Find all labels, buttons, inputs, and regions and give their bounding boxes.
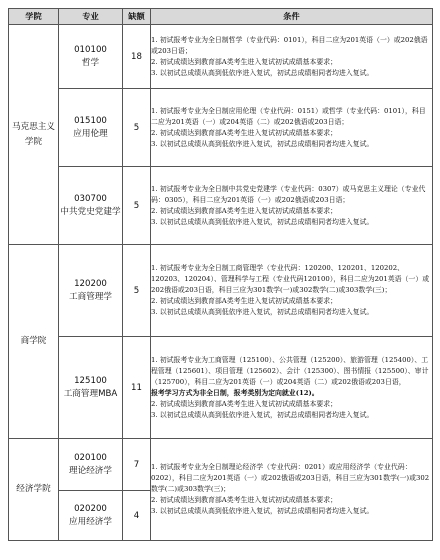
major-code: 125100 (74, 375, 107, 386)
quota-cell: 5 (123, 167, 151, 245)
major-name: 工商管理学 (69, 291, 112, 302)
admission-table (8, 8, 433, 541)
major-code: 020100 (74, 452, 107, 463)
major-code: 120200 (74, 278, 107, 289)
college-name: 经济学院 (16, 484, 51, 494)
study-mode-note: 报考学习方式为非全日制，报考类别为定向就业(12)。 (151, 388, 319, 397)
major-name: 中共党史党建学 (60, 206, 121, 217)
condition-line: 2. 初试成绩达到教育部A类考生进入复试初试成绩基本要求； (151, 297, 338, 305)
major-cell (59, 89, 123, 167)
major-code: 010100 (74, 44, 107, 55)
table-header-row (9, 9, 433, 25)
condition-line: 2. 初试成绩达到教育部A类考生进入复试初试成绩基本要求； (151, 496, 338, 504)
major-name: 理论经济学 (69, 465, 112, 476)
condition-line: 3. 以初试总成绩从高到低依序进入复试，初试总成绩相同者均进入复试。 (151, 410, 374, 419)
major-code: 020200 (74, 503, 107, 514)
college-cell (9, 439, 59, 541)
quota-cell: 18 (123, 25, 151, 89)
condition-line: 2. 初试成绩达到教育部A类考生进入复试初试成绩基本要求； (151, 128, 338, 137)
table-row (9, 89, 433, 167)
major-cell (59, 25, 123, 89)
major-cell (59, 337, 123, 439)
major-name: 应用伦理 (73, 128, 108, 139)
major-cell (59, 245, 123, 337)
table-row (9, 167, 433, 245)
condition-line: 1. 初试报考专业为全日制工商管理学（专业代码：120200、120201、120202、120203、120204）、管理科学与工程（专业代码120100），科目二应为201英语（一）或202俄语或203日语，科目三应为301数学(一)或302数学(二)或303数学(三)； (151, 264, 430, 294)
condition-line: 3. 以初试总成绩从高到低依序进入复试，初试总成绩相同者均进入复试。 (151, 217, 374, 226)
condition-line: 2. 初试成绩达到教育部A类考生进入复试初试成绩基本要求； (151, 399, 338, 408)
major-cell (59, 167, 123, 245)
table-row (9, 245, 433, 337)
conditions-cell (151, 439, 433, 541)
header-quota: 缺额 (123, 9, 151, 25)
major-name: 哲学 (81, 57, 100, 68)
condition-line: 2. 初试成绩达到教育部A类考生进入复试初试成绩基本要求； (151, 57, 338, 66)
header-conditions: 条件 (151, 9, 433, 25)
condition-line: 1. 初试报考专业为工商管理（125100）、公共管理（125200）、旅游管理（125400）、工程管理（125601）、项目管理（125602）、会计（125300）、图书情报（125500）、审计（125700），科目二应为201英语（一）或204英语（二）或202俄语或203日语， (151, 355, 429, 386)
condition-line: 1. 初试报考专业为全日制理论经济学（专业代码：0201）或应用经济学（专业代码：0202），科目二应为201英语（一）或202俄语或203日语，科目三应为301数学(一)或302数学(二)或303数学(三)； (151, 463, 430, 493)
conditions-cell (151, 245, 433, 337)
quota-cell: 11 (123, 337, 151, 439)
quota-cell: 5 (123, 245, 151, 337)
condition-line: 1. 初试报考专业为全日制应用伦理（专业代码：0151）或哲学（专业代码：0101），科目二应为201英语（一）或204英语（二）或202俄语或203日语； (151, 106, 426, 126)
major-code: 030700 (74, 193, 107, 204)
college-name: 商学院 (20, 336, 47, 346)
condition-line: 1. 初试报考专业为全日制中共党史党建学（专业代码：0307）或马克思主义理论（专业代码：0305），科目二应为201英语（一）或202俄语或203日语； (151, 184, 426, 204)
major-code: 015100 (74, 115, 107, 126)
table-row (9, 337, 433, 439)
condition-line: 1. 初试报考专业为全日制哲学（专业代码：0101），科目二应为201英语（一）或202俄语或203日语； (151, 35, 428, 55)
condition-line: 3. 以初试总成绩从高到低依序进入复试，初试总成绩相同者均进入复试。 (151, 68, 374, 77)
quota-cell: 5 (123, 89, 151, 167)
header-college: 学院 (9, 9, 59, 25)
condition-line: 3. 以初试总成绩从高到低依序进入复试，初试总成绩相同者均进入复试。 (151, 507, 374, 515)
conditions-cell (151, 25, 433, 89)
condition-line: 3. 以初试总成绩从高到低依序进入复试，初试总成绩相同者均进入复试。 (151, 139, 374, 148)
college-cell (9, 25, 59, 245)
conditions-cell (151, 89, 433, 167)
quota-cell: 7 (123, 439, 151, 491)
condition-line: 2. 初试成绩达到教育部A类考生进入复试初试成绩基本要求； (151, 206, 338, 215)
major-cell (59, 439, 123, 491)
conditions-cell (151, 337, 433, 439)
condition-line: 3. 以初试总成绩从高到低依序进入复试，初试总成绩相同者均进入复试。 (151, 308, 374, 316)
college-name: 马克思主义学院 (12, 121, 55, 147)
table-row (9, 25, 433, 89)
conditions-cell (151, 167, 433, 245)
major-name: 工商管理MBA (63, 388, 118, 399)
major-name: 应用经济学 (69, 516, 112, 527)
major-cell (59, 491, 123, 541)
table-row (9, 439, 433, 491)
college-cell (9, 245, 59, 439)
header-major: 专业 (59, 9, 123, 25)
quota-cell: 4 (123, 491, 151, 541)
